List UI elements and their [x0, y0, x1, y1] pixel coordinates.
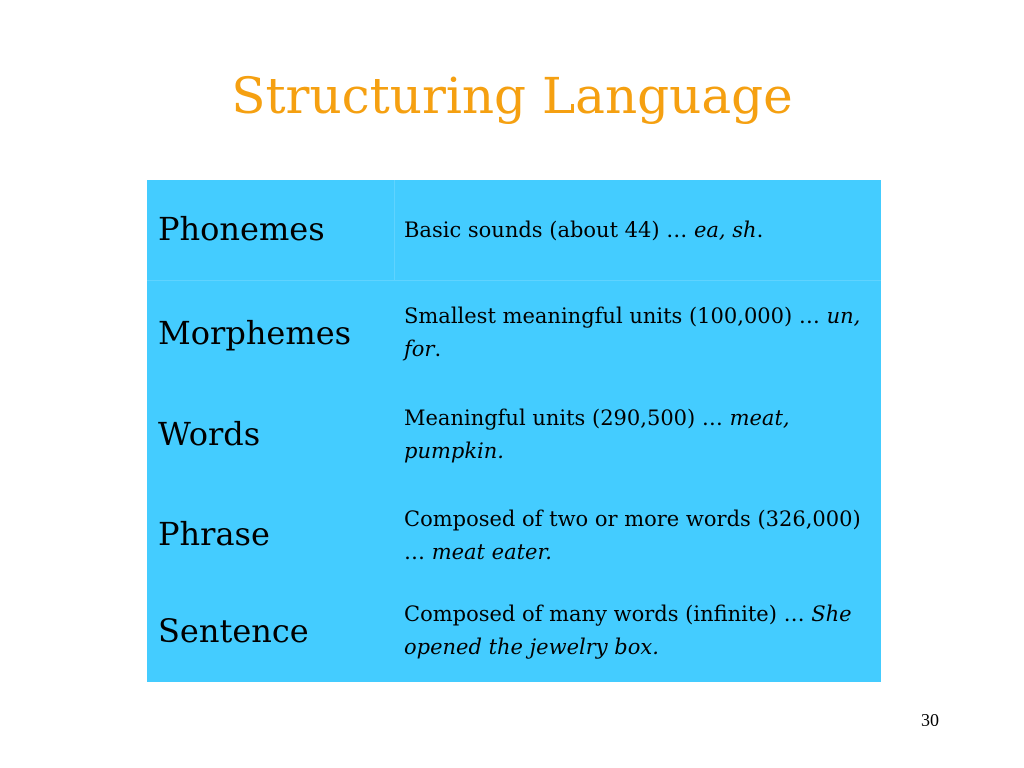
page-number: 30 — [921, 710, 939, 730]
table-row — [147, 381, 881, 481]
description-sentence: Composed of many words (infinite) … She opened the jewelry box. — [404, 602, 852, 659]
language-structure-table — [147, 180, 881, 682]
term-words: Words — [158, 415, 261, 453]
description-phonemes: Basic sounds (about 44) … ea, sh. — [404, 218, 764, 242]
slide-title: Structuring Language — [231, 67, 793, 125]
table-row — [147, 581, 881, 682]
table-row — [147, 481, 881, 581]
table-row — [147, 281, 881, 381]
description-phrase: Composed of two or more words (326,000) … meat eater. — [404, 507, 861, 564]
term-phonemes: Phonemes — [158, 210, 325, 248]
table-row — [147, 180, 881, 280]
term-sentence: Sentence — [158, 612, 309, 650]
description-words: Meaningful units (290,500) … meat, pumpkin. — [404, 406, 790, 463]
term-phrase: Phrase — [158, 515, 270, 553]
term-morphemes: Morphemes — [158, 314, 352, 352]
description-morphemes: Smallest meaningful units (100,000) … un, for. — [404, 304, 861, 361]
